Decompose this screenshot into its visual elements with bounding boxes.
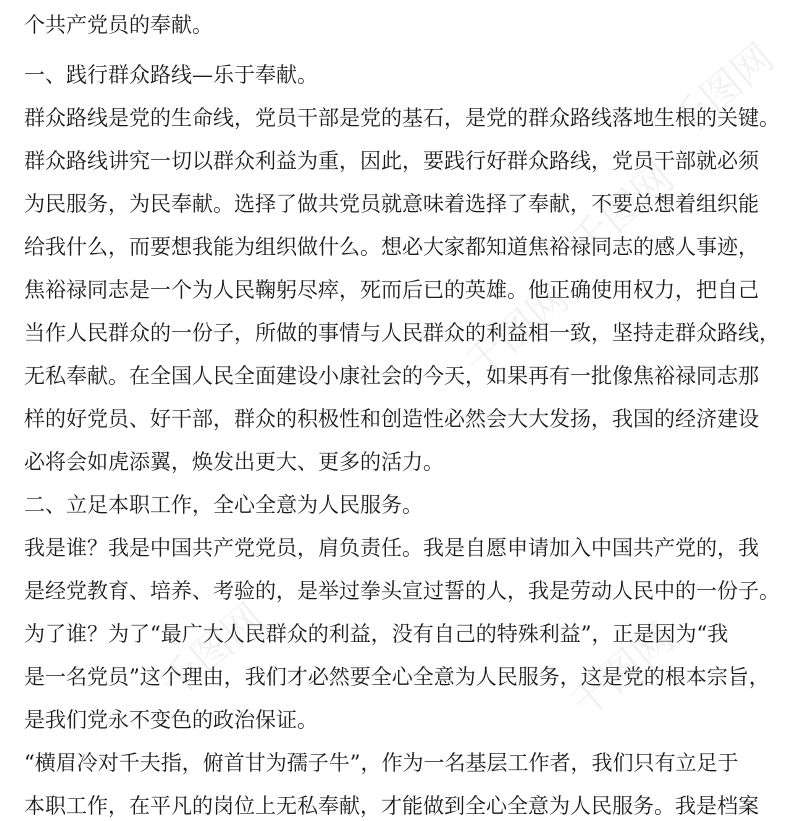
text-line: 样的好党员、好干部，群众的积极性和创造性必然会大大发扬，我国的经济建设 [24,407,759,431]
text-line: 无私奉献。在全国人民全面建设小康社会的今天，如果再有一批像焦裕禄同志那 [24,364,759,388]
text-line: 给我什么，而要想我能为组织做什么。想必大家都知道焦裕禄同志的感人事迹， [24,235,759,259]
watermark: 千图网 [456,274,578,388]
watermark: 千图网 [561,614,683,728]
section-heading-2: 二、立足本职工作，全心全意为人民服务。 [24,493,423,517]
text-line: 焦裕禄同志是一个为人民鞠躬尽瘁，死而后已的英雄。他正确使用权力，把自己 [24,278,759,302]
watermark: 千图网 [561,154,683,268]
text-line: 本职工作，在平凡的岗位上无私奉献，才能做到全心全意为人民服务。我是档案 [24,794,759,818]
text-line: 是一名党员”这个理由，我们才必然要全心全意为人民服务，这是党的根本宗旨， [24,665,770,689]
text-line: 个共产党员的奉献。 [24,13,213,37]
text-line: 群众路线讲究一切以群众利益为重，因此，要践行好群众路线，党员干部就必须 [24,149,759,173]
text-line: 为民服务，为民奉献。选择了做共党员就意味着选择了奉献，不要总想着组织能 [24,192,759,216]
text-line: 我是谁？我是中国共产党党员，肩负责任。我是自愿申请加入中国共产党的，我 [24,536,759,560]
watermark: 千图网 [151,594,273,708]
section-heading-1: 一、践行群众路线—乐于奉献。 [24,63,318,87]
text-line: 必将会如虎添翼，焕发出更大、更多的活力。 [24,450,444,474]
text-line: 群众路线是党的生命线，党员干部是党的基石，是党的群众路线落地生根的关键。 [24,106,780,130]
text-line: 当作人民群众的一份子，所做的事情与人民群众的利益相一致，坚持走群众路线， [24,321,780,345]
text-line: 是经党教育、培养、考验的，是举过拳头宣过誓的人，我是劳动人民中的一份子。 [24,579,780,603]
text-line: 是我们党永不变色的政治保证。 [24,708,318,732]
text-line: 为了谁？为了“最广大人民群众的利益，没有自己的特殊利益”，正是因为“我 [24,622,729,646]
text-line: “横眉冷对千夫指，俯首甘为孺子牛”，作为一名基层工作者，我们只有立足于 [24,751,739,775]
watermark: 千图网 [661,34,783,148]
